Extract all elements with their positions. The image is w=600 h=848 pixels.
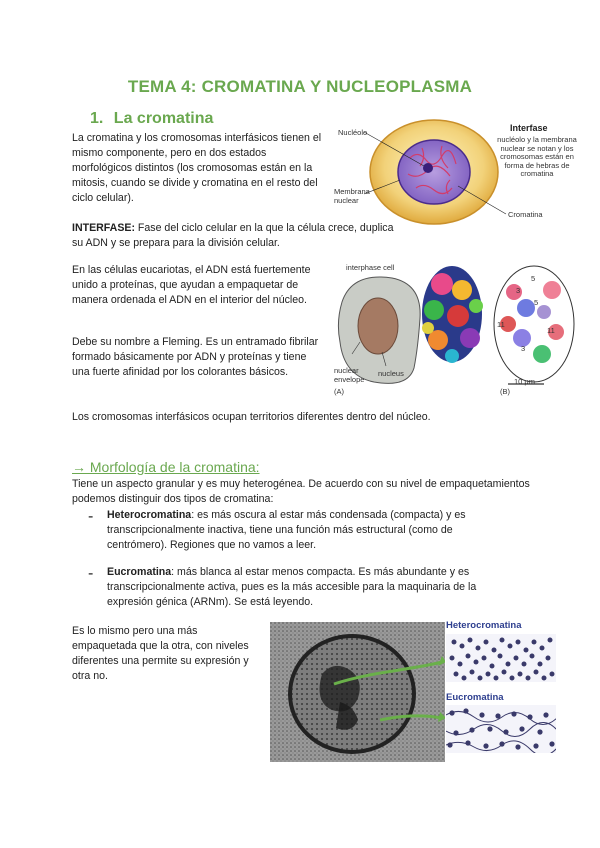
label-eucromatina: Eucromatina — [446, 692, 504, 703]
label-scale: 10 μm — [514, 377, 535, 386]
section-heading-morfologia — [72, 459, 260, 475]
label-membrana-nuclear: Membrana nuclear — [334, 187, 370, 205]
label-interphase-cell: interphase cell — [346, 263, 395, 272]
label-heterocromatina: Heterocromatina — [446, 620, 522, 631]
section-heading-cromatina — [90, 110, 213, 128]
territory-number: 11 — [547, 326, 555, 335]
paragraph-empaquetada: Es lo mismo pero una más empaquetada que la otra, con niveles diferentes una permite su expresión y otra no. — [72, 625, 249, 682]
bullet-dash: - — [88, 565, 94, 582]
label-interfase-heading: Interfase — [510, 123, 548, 133]
page-title: TEMA 4: CROMATINA Y NUCLEOPLASMA — [127, 77, 473, 96]
def-eucromatina: : más blanca al estar menos compacta. Es más abundante y es transcripcionalmente activa, pues es la más accesible para la maquinaria de la expresión génica (ARNm). Se está leyendo. — [107, 566, 477, 608]
territory-number: 5 — [534, 298, 539, 307]
term-eucromatina: Eucromatina — [107, 566, 172, 578]
section-number: 1. — [90, 110, 104, 127]
interfase-description: nucléolo y la membrana nuclear se notan y los cromosomas están en forma de hebras de cromatina — [497, 135, 577, 178]
territory-number: 3 — [516, 286, 521, 295]
label-nucleus: nucleus — [378, 369, 404, 378]
chromatin-micrograph-figure — [270, 622, 445, 762]
eucromatina-schematic — [446, 705, 556, 753]
paragraph-territorios: Los cromosomas interfásicos ocupan territorios diferentes dentro del núcleo. — [72, 411, 431, 423]
def-heterocromatina: : es más oscura al estar más condensada (compacta) y es transcripcionalmente inactiva, tiene una función más estructural (como de centrómero). Regiones que no vamos a leer. — [107, 509, 466, 551]
label-b: (B) — [500, 387, 510, 396]
list-item-heterocromatina — [107, 508, 507, 553]
morfologia-heading-text: → Morfología de la cromatina: — [72, 459, 260, 475]
paragraph-cromatina-intro: La cromatina y los cromosomas interfásicos tienen el mismo componente, pero en dos estados morfológicos distintos (los cromosomas están en la mitosis, cuando se divide y cromatina en el resto del ciclo celular). — [72, 132, 322, 204]
section-title: La cromatina — [113, 110, 214, 127]
bullet-dash: - — [88, 508, 94, 525]
territory-number: 11 — [497, 320, 505, 329]
territory-number: 5 — [531, 274, 536, 283]
term-heterocromatina: Heterocromatina — [107, 509, 192, 521]
label-cromatina: Cromatina — [508, 210, 543, 219]
interfase-term: INTERFASE: — [72, 222, 135, 234]
paragraph-fleming: Debe su nombre a Fleming. Es un entramado fibrilar formado básicamente por ADN y proteínas y tiene una fuerte afinidad por los colorantes básicos. — [72, 336, 319, 378]
list-item-eucromatina — [107, 565, 507, 610]
label-a: (A) — [334, 387, 344, 396]
paragraph-eucariotas: En las células eucariotas, el ADN está fuertemente unido a proteínas, que ayudan a empaquetar de manera ordenada el ADN en el interior del núcleo. — [72, 264, 311, 306]
territory-number: 3 — [521, 344, 526, 353]
heterocromatina-schematic — [446, 634, 556, 682]
interfase-definition: Fase del ciclo celular en la que la célula crece, duplica su ADN y se prepara para la división celular. — [72, 222, 394, 249]
label-nuclear-envelope: nuclear envelope — [334, 366, 365, 384]
paragraph-morfologia-intro: Tiene un aspecto granular y es muy heterogénea. De acuerdo con su nivel de empaquetamientos podemos distinguir dos tipos de cromatina: — [72, 478, 530, 505]
label-nucleolo: Nucléolo — [338, 128, 368, 137]
